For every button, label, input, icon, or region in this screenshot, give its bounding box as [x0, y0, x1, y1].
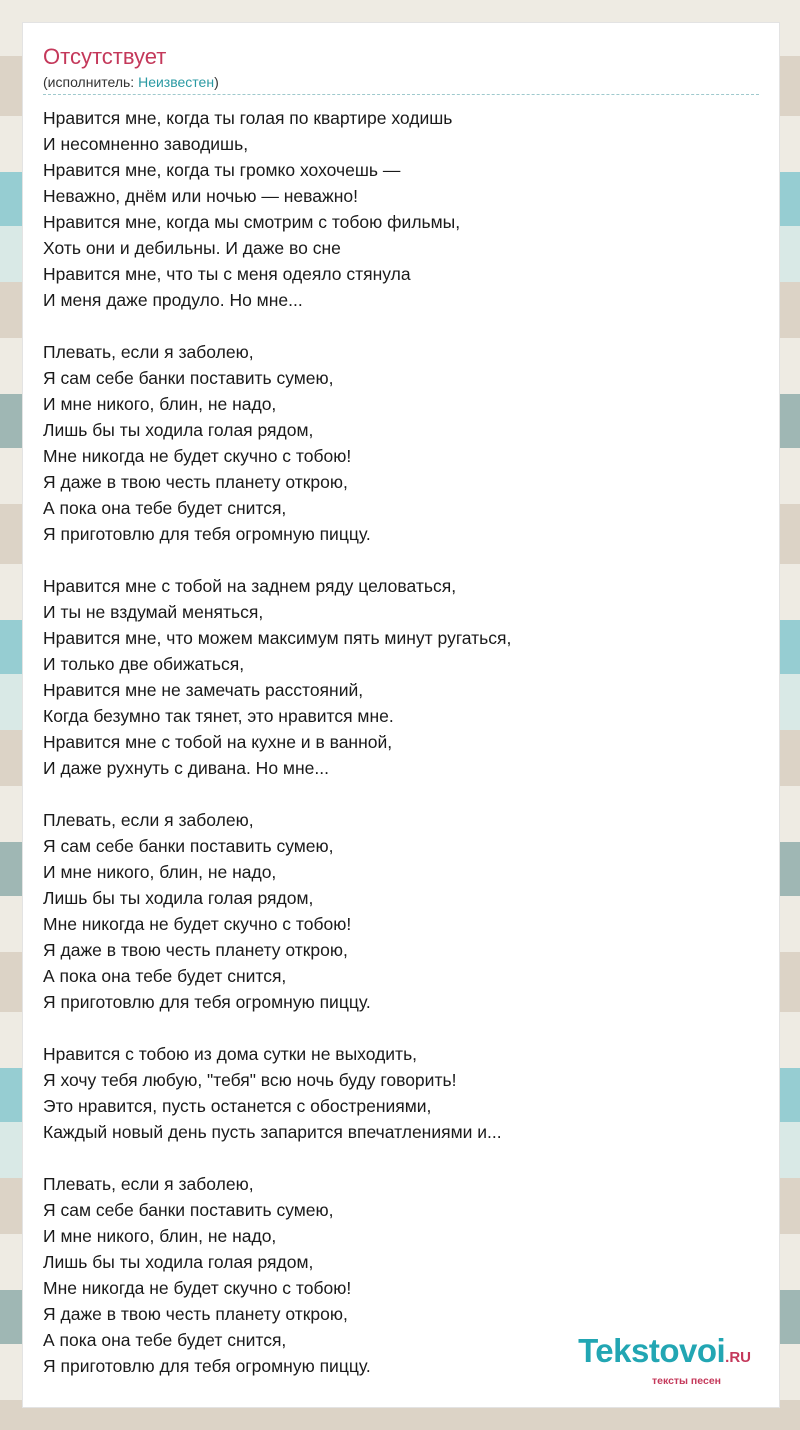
- lyric-line: И мне никого, блин, не надо,: [43, 394, 277, 414]
- lyric-line: Я сам себе банки поставить сумею,: [43, 836, 334, 856]
- lyric-line: Я даже в твою честь планету открою,: [43, 1304, 348, 1324]
- lyric-line: Каждый новый день пусть запарится впечатлениями и...: [43, 1122, 502, 1142]
- lyric-line: Нравится мне, когда мы смотрим с тобою фильмы,: [43, 212, 461, 232]
- lyric-line: Я приготовлю для тебя огромную пиццу.: [43, 992, 371, 1012]
- lyric-line: Хоть они и дебильны. И даже во сне: [43, 238, 341, 258]
- lyric-line: Лишь бы ты ходила голая рядом,: [43, 420, 314, 440]
- lyric-line: Нравится мне, когда ты громко хохочешь —: [43, 160, 401, 180]
- lyric-line: Нравится мне с тобой на кухне и в ванной,: [43, 732, 393, 752]
- lyric-line: И даже рухнуть с дивана. Но мне...: [43, 758, 329, 778]
- lyric-line: Плевать, если я заболею,: [43, 810, 254, 830]
- artist-prefix: (исполнитель:: [43, 74, 139, 90]
- lyric-line: Мне никогда не будет скучно с тобою!: [43, 914, 352, 934]
- lyric-line: Когда безумно так тянет, это нравится мне.: [43, 706, 394, 726]
- lyrics-stanza: [43, 339, 759, 547]
- lyric-line: И мне никого, блин, не надо,: [43, 862, 277, 882]
- lyrics-stanza: [43, 1041, 759, 1145]
- logo-name: Tekstovoi: [578, 1332, 726, 1369]
- lyric-line: И ты не вздумай меняться,: [43, 602, 264, 622]
- lyrics-card: [22, 22, 780, 1408]
- lyric-line: Я хочу тебя любую, "тебя" всю ночь буду говорить!: [43, 1070, 457, 1090]
- logo-wordmark: [521, 1334, 751, 1375]
- lyric-line: Нравится мне, что можем максимум пять минут ругаться,: [43, 628, 512, 648]
- lyric-line: А пока она тебе будет снится,: [43, 1330, 287, 1350]
- song-title: Отсутствует: [43, 44, 167, 69]
- lyric-line: Лишь бы ты ходила голая рядом,: [43, 1252, 314, 1272]
- lyric-line: А пока она тебе будет снится,: [43, 498, 287, 518]
- lyric-line: Я даже в твою честь планету открою,: [43, 940, 348, 960]
- lyric-line: И мне никого, блин, не надо,: [43, 1226, 277, 1246]
- lyrics-stanza: [43, 807, 759, 1015]
- lyric-line: Я сам себе банки поставить сумею,: [43, 368, 334, 388]
- lyrics-body: [43, 105, 759, 1405]
- site-logo[interactable]: [521, 1334, 751, 1387]
- lyric-line: Нравится мне с тобой на заднем ряду целоваться,: [43, 576, 457, 596]
- logo-tagline: тексты песен: [651, 1375, 721, 1387]
- lyric-line: Мне никогда не будет скучно с тобою!: [43, 446, 352, 466]
- logo-tld: .RU: [725, 1349, 751, 1366]
- lyric-line: И несомненно заводишь,: [43, 134, 249, 154]
- lyric-line: Неважно, днём или ночью — неважно!: [43, 186, 358, 206]
- lyric-line: И только две обижаться,: [43, 654, 245, 674]
- lyric-line: Я даже в твою честь планету открою,: [43, 472, 348, 492]
- lyric-line: Я приготовлю для тебя огромную пиццу.: [43, 1356, 371, 1376]
- artist-line: [43, 73, 219, 91]
- lyric-line: И меня даже продуло. Но мне...: [43, 290, 303, 310]
- artist-link[interactable]: Неизвестен: [138, 74, 215, 90]
- lyric-line: Нравится мне не замечать расстояний,: [43, 680, 364, 700]
- lyric-line: Плевать, если я заболею,: [43, 1174, 254, 1194]
- lyric-line: Нравится мне, когда ты голая по квартире ходишь: [43, 108, 453, 128]
- lyric-line: Лишь бы ты ходила голая рядом,: [43, 888, 314, 908]
- lyric-line: Плевать, если я заболею,: [43, 342, 254, 362]
- lyric-line: Я сам себе банки поставить сумею,: [43, 1200, 334, 1220]
- lyric-line: Нравится с тобою из дома сутки не выходить,: [43, 1044, 418, 1064]
- lyric-line: Я приготовлю для тебя огромную пиццу.: [43, 524, 371, 544]
- header-divider: [43, 94, 759, 95]
- lyric-line: А пока она тебе будет снится,: [43, 966, 287, 986]
- lyrics-stanza: [43, 573, 759, 781]
- artist-suffix: ): [214, 74, 219, 90]
- lyric-line: Мне никогда не будет скучно с тобою!: [43, 1278, 352, 1298]
- lyric-line: Нравится мне, что ты с меня одеяло стянула: [43, 264, 411, 284]
- lyric-line: Это нравится, пусть останется с обострениями,: [43, 1096, 432, 1116]
- lyrics-stanza: [43, 105, 759, 313]
